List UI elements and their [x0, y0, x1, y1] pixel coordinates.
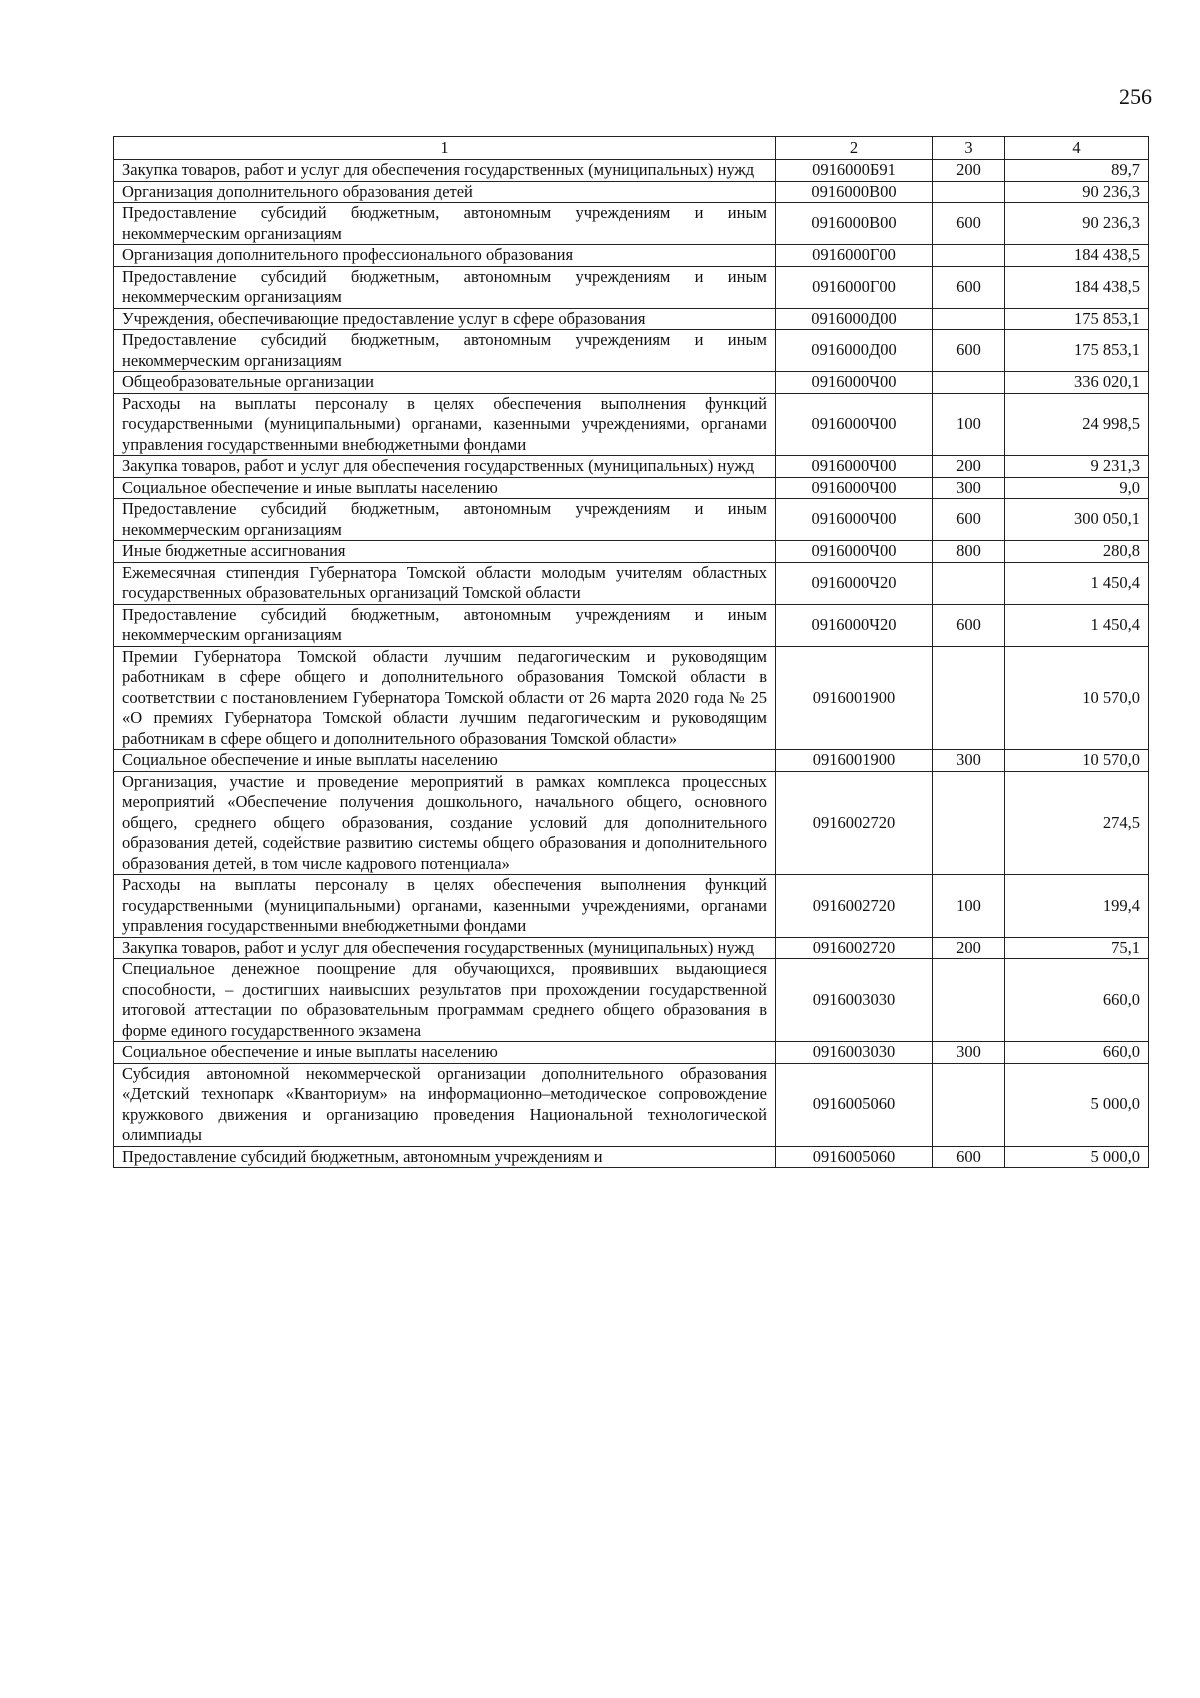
row-sum: 9 231,3 [1005, 456, 1149, 478]
row-name: Предоставление субсидий бюджетным, автономным учреждениям и иным некоммерческим организациям [114, 499, 776, 541]
row-expense-type: 200 [933, 937, 1005, 959]
table-row [114, 308, 1149, 330]
row-name: Закупка товаров, работ и услуг для обеспечения государственных (муниципальных) нужд [114, 937, 776, 959]
table-row [114, 875, 1149, 938]
row-code: 0916000Г00 [776, 245, 933, 267]
row-expense-type [933, 372, 1005, 394]
row-code: 0916003030 [776, 1042, 933, 1064]
table-header-row [114, 137, 1149, 160]
row-expense-type [933, 771, 1005, 875]
row-name: Общеобразовательные организации [114, 372, 776, 394]
row-expense-type: 100 [933, 875, 1005, 938]
table-row [114, 1063, 1149, 1146]
row-name: Предоставление субсидий бюджетным, автономным учреждениям и иным некоммерческим организациям [114, 330, 776, 372]
row-code: 0916000Ч00 [776, 541, 933, 563]
row-expense-type [933, 245, 1005, 267]
table-row [114, 330, 1149, 372]
row-code: 0916000В00 [776, 181, 933, 203]
row-expense-type: 600 [933, 266, 1005, 308]
row-sum: 5 000,0 [1005, 1146, 1149, 1168]
row-sum: 660,0 [1005, 1042, 1149, 1064]
row-sum: 184 438,5 [1005, 266, 1149, 308]
row-code: 0916000В00 [776, 203, 933, 245]
table-row [114, 959, 1149, 1042]
row-code: 0916000Ч00 [776, 499, 933, 541]
table-row [114, 456, 1149, 478]
table-row [114, 1042, 1149, 1064]
row-expense-type [933, 181, 1005, 203]
row-sum: 10 570,0 [1005, 646, 1149, 750]
row-expense-type: 600 [933, 330, 1005, 372]
table-row [114, 541, 1149, 563]
row-code: 0916000Ч00 [776, 456, 933, 478]
row-sum: 5 000,0 [1005, 1063, 1149, 1146]
row-sum: 90 236,3 [1005, 181, 1149, 203]
row-name: Организация дополнительного образования детей [114, 181, 776, 203]
row-code: 0916001900 [776, 646, 933, 750]
row-name: Иные бюджетные ассигнования [114, 541, 776, 563]
row-name: Закупка товаров, работ и услуг для обеспечения государственных (муниципальных) нужд [114, 160, 776, 182]
row-name: Предоставление субсидий бюджетным, автономным учреждениям и иным некоммерческим организациям [114, 604, 776, 646]
row-sum: 175 853,1 [1005, 330, 1149, 372]
row-expense-type: 300 [933, 477, 1005, 499]
table-row [114, 771, 1149, 875]
row-expense-type: 200 [933, 456, 1005, 478]
row-expense-type: 600 [933, 499, 1005, 541]
row-code: 0916001900 [776, 750, 933, 772]
row-sum: 1 450,4 [1005, 562, 1149, 604]
row-name: Социальное обеспечение и иные выплаты населению [114, 750, 776, 772]
row-code: 0916000Б91 [776, 160, 933, 182]
row-code: 0916003030 [776, 959, 933, 1042]
table-body [114, 160, 1149, 1168]
row-name: Предоставление субсидий бюджетным, автономным учреждениям и иным некоммерческим организациям [114, 266, 776, 308]
table-row [114, 499, 1149, 541]
header-col-4: 4 [1005, 137, 1149, 160]
row-code: 0916000Ч20 [776, 604, 933, 646]
row-name: Ежемесячная стипендия Губернатора Томской области молодым учителям областных государственных образовательных организаций Томской области [114, 562, 776, 604]
table-row [114, 750, 1149, 772]
row-expense-type: 800 [933, 541, 1005, 563]
row-name: Расходы на выплаты персоналу в целях обеспечения выполнения функций государственными (муниципальными) органами, казенными учреждениями, органами управления государственными внебюджетными фондами [114, 875, 776, 938]
row-code: 0916000Г00 [776, 266, 933, 308]
row-name: Социальное обеспечение и иные выплаты населению [114, 1042, 776, 1064]
table-row [114, 393, 1149, 456]
table-row [114, 372, 1149, 394]
row-sum: 24 998,5 [1005, 393, 1149, 456]
row-code: 0916000Ч00 [776, 393, 933, 456]
row-name: Премии Губернатора Томской области лучшим педагогическим и руководящим работникам в сфере общего и дополнительного образования Томской области в соответствии с постановлением Губернатора Томской области от 26 марта 2020 года № 25 «О премиях Губернатора Томской области лучшим педагогическим и руководящим работникам в сфере общего и дополнительного образования Томской области» [114, 646, 776, 750]
row-code: 0916000Д00 [776, 330, 933, 372]
row-code: 0916000Ч00 [776, 477, 933, 499]
table-row [114, 646, 1149, 750]
row-name: Расходы на выплаты персоналу в целях обеспечения выполнения функций государственными (муниципальными) органами, казенными учреждениями, органами управления государственными внебюджетными фондами [114, 393, 776, 456]
row-name: Специальное денежное поощрение для обучающихся, проявивших выдающиеся способности, – достигших наивысших результатов при прохождении государственной итоговой аттестации по образовательным программам среднего общего образования в форме единого государственного экзамена [114, 959, 776, 1042]
row-sum: 175 853,1 [1005, 308, 1149, 330]
row-name: Учреждения, обеспечивающие предоставление услуг в сфере образования [114, 308, 776, 330]
header-col-3: 3 [933, 137, 1005, 160]
row-sum: 184 438,5 [1005, 245, 1149, 267]
row-code: 0916002720 [776, 875, 933, 938]
row-name: Организация, участие и проведение мероприятий в рамках комплекса процессных мероприятий «Обеспечение получения дошкольного, начального общего, основного общего, среднего общего образования, создание условий для дополнительного образования детей, содействие развитию системы общего образования и дополнительного образования детей, в том числе кадрового потенциала» [114, 771, 776, 875]
row-code: 0916002720 [776, 771, 933, 875]
row-name: Закупка товаров, работ и услуг для обеспечения государственных (муниципальных) нужд [114, 456, 776, 478]
row-sum: 300 050,1 [1005, 499, 1149, 541]
table-row [114, 181, 1149, 203]
table-row [114, 245, 1149, 267]
row-sum: 274,5 [1005, 771, 1149, 875]
row-sum: 1 450,4 [1005, 604, 1149, 646]
row-sum: 336 020,1 [1005, 372, 1149, 394]
header-col-1: 1 [114, 137, 776, 160]
table-row [114, 203, 1149, 245]
row-expense-type [933, 959, 1005, 1042]
row-sum: 199,4 [1005, 875, 1149, 938]
row-name: Организация дополнительного профессионального образования [114, 245, 776, 267]
row-expense-type [933, 646, 1005, 750]
row-code: 0916005060 [776, 1146, 933, 1168]
row-code: 0916000Д00 [776, 308, 933, 330]
row-expense-type: 600 [933, 604, 1005, 646]
table-row [114, 477, 1149, 499]
row-sum: 280,8 [1005, 541, 1149, 563]
row-code: 0916002720 [776, 937, 933, 959]
row-sum: 89,7 [1005, 160, 1149, 182]
row-expense-type: 200 [933, 160, 1005, 182]
table-row [114, 1146, 1149, 1168]
table-row [114, 604, 1149, 646]
row-expense-type: 100 [933, 393, 1005, 456]
row-expense-type [933, 1063, 1005, 1146]
row-expense-type: 300 [933, 750, 1005, 772]
row-code: 0916000Ч00 [776, 372, 933, 394]
row-name: Социальное обеспечение и иные выплаты населению [114, 477, 776, 499]
row-code: 0916005060 [776, 1063, 933, 1146]
row-expense-type: 300 [933, 1042, 1005, 1064]
row-name: Предоставление субсидий бюджетным, автономным учреждениям и [114, 1146, 776, 1168]
row-expense-type [933, 562, 1005, 604]
table-row [114, 160, 1149, 182]
row-code: 0916000Ч20 [776, 562, 933, 604]
table-row [114, 562, 1149, 604]
row-sum: 660,0 [1005, 959, 1149, 1042]
row-name: Субсидия автономной некоммерческой организации дополнительного образования «Детский технопарк «Кванториум» на информационно–методическое сопровождение кружкового движения и организацию проведения Национальной технологической олимпиады [114, 1063, 776, 1146]
row-expense-type [933, 308, 1005, 330]
budget-table [113, 136, 1149, 1168]
header-col-2: 2 [776, 137, 933, 160]
row-sum: 9,0 [1005, 477, 1149, 499]
table-row [114, 937, 1149, 959]
row-sum: 10 570,0 [1005, 750, 1149, 772]
row-sum: 90 236,3 [1005, 203, 1149, 245]
page-number: 256 [1119, 84, 1152, 109]
row-name: Предоставление субсидий бюджетным, автономным учреждениям и иным некоммерческим организациям [114, 203, 776, 245]
row-expense-type: 600 [933, 1146, 1005, 1168]
table-row [114, 266, 1149, 308]
row-sum: 75,1 [1005, 937, 1149, 959]
row-expense-type: 600 [933, 203, 1005, 245]
